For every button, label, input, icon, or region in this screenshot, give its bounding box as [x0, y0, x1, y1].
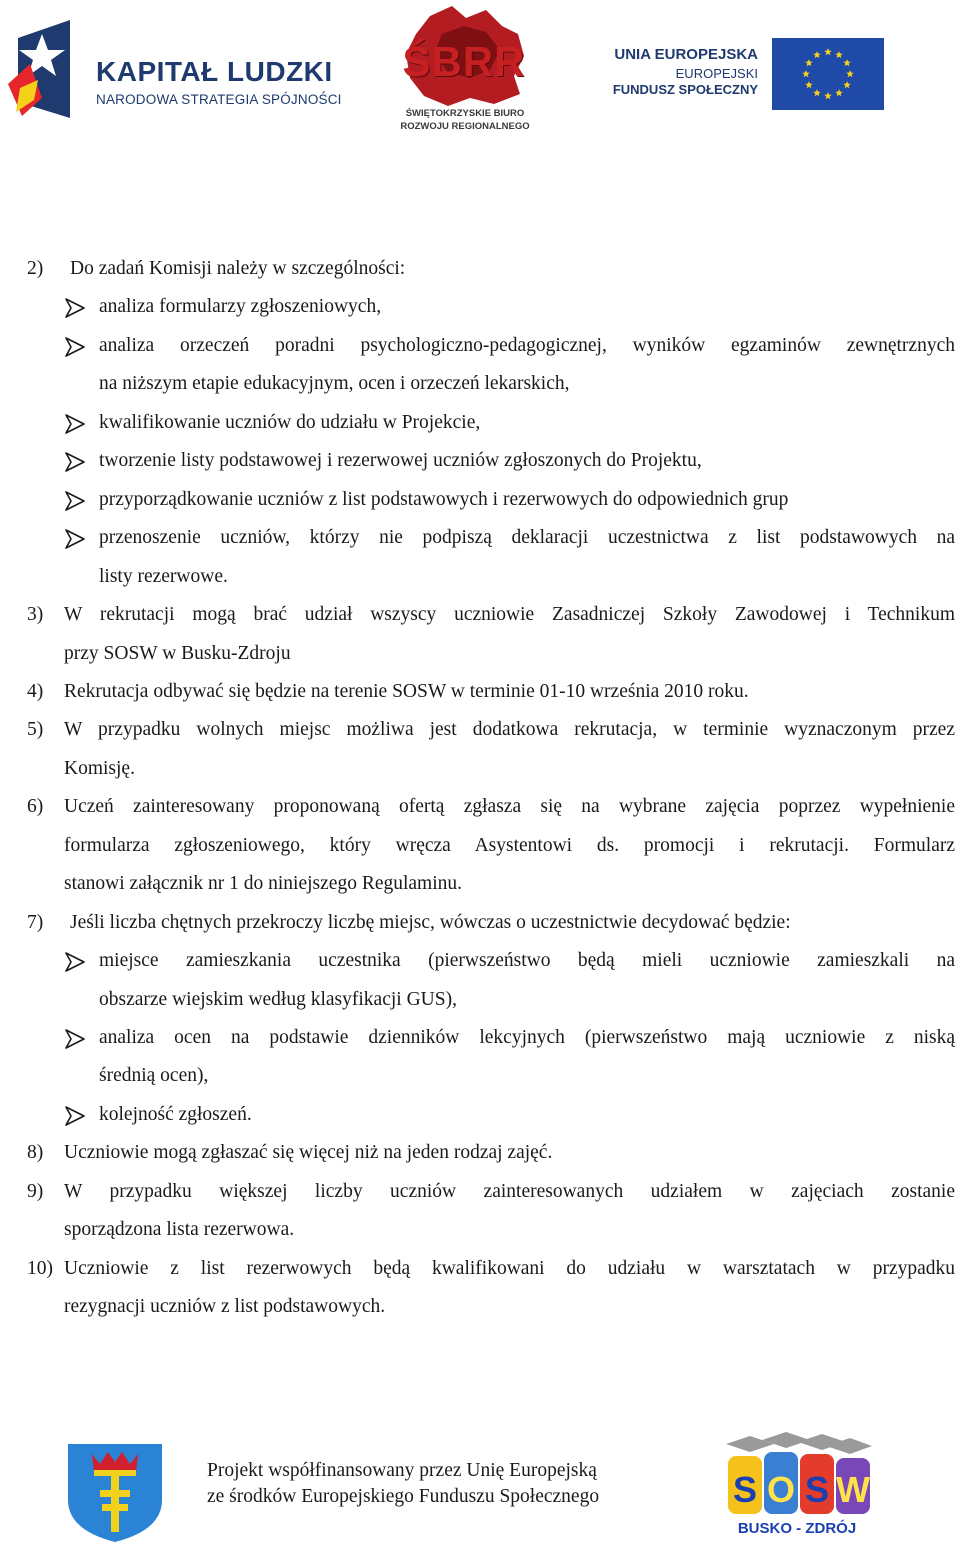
- kapital-ludzki-subtitle: NARODOWA STRATEGIA SPÓJNOŚCI: [96, 92, 342, 107]
- footer-text: [207, 1458, 599, 1510]
- sosw-letter-s1: S: [732, 1469, 758, 1510]
- item-text-line: W przypadku wolnych miejsc możliwa jest dodatkowa rekrutacja, w terminie wyznaczonym przez: [64, 719, 955, 741]
- item-number: 5): [27, 719, 44, 741]
- eu-fund-line2: FUNDUSZ SPOŁECZNY: [612, 82, 758, 97]
- arrow-bullet-icon: [64, 336, 86, 358]
- sbrr-name: ŚBRR: [402, 38, 526, 85]
- sosw-letter-o: O: [766, 1469, 796, 1510]
- item-text-line: stanowi załącznik nr 1 do niniejszego Regulaminu.: [64, 873, 463, 895]
- bullet-text-line: na niższym etapie edukacyjnym, ocen i orzeczeń lekarskich,: [99, 373, 570, 395]
- sosw-graduates-icon: [722, 1430, 874, 1522]
- item-number: 8): [27, 1142, 44, 1164]
- coat-of-arms-icon: [66, 1438, 164, 1543]
- arrow-bullet-icon: [64, 951, 86, 973]
- bullet-text-line: analiza orzeczeń poradni psychologiczno-pedagogicznej, wyników egzaminów zewnętrznych: [99, 334, 955, 356]
- bullet-text-line: miejsce zamieszkania uczestnika (pierwszeństwo będą mieli uczniowie zamieszkali na: [99, 950, 955, 972]
- bullet-text-line: kwalifikowanie uczniów do udziału w Projekcie,: [99, 411, 481, 433]
- eu-fund-line1: EUROPEJSKI: [675, 66, 758, 81]
- kapital-ludzki-title: KAPITAŁ LUDZKI: [96, 56, 333, 87]
- item-number: 10): [27, 1257, 53, 1279]
- eu-flag-icon: [772, 38, 884, 110]
- bullet-text-line: przyporządkowanie uczniów z list podstawowych i rezerwowych do odpowiednich grup: [99, 488, 789, 510]
- item-number: 7): [27, 911, 44, 933]
- item-text-line: W rekrutacji mogą brać udział wszyscy uczniowie Zasadniczej Szkoły Zawodowej i Technikum: [64, 604, 955, 626]
- bullet-text-line: przenoszenie uczniów, którzy nie podpiszą deklaracji uczestnictwa z list podstawowych na: [99, 527, 955, 549]
- item-text-line: Uczeń zainteresowany proponowaną ofertą zgłasza się na wybrane zajęcia poprzez wypełnienie: [64, 796, 955, 818]
- bullet-text-line: obszarze wiejskim według klasyfikacji GUS),: [99, 988, 457, 1010]
- item-text-line: rezygnacji uczniów z list podstawowych.: [64, 1296, 386, 1318]
- sosw-logo: [722, 1430, 874, 1542]
- sosw-place: BUSKO - ZDRÓJ: [737, 1520, 857, 1537]
- arrow-bullet-icon: [64, 1105, 86, 1127]
- eu-name: UNIA EUROPEJSKA: [614, 46, 758, 63]
- footer-line1: Projekt współfinansowany przez Unię Europejską: [207, 1460, 597, 1481]
- item-text-line: Rekrutacja odbywać się będzie na terenie SOSW w terminie 01-10 września 2010 roku.: [64, 680, 749, 702]
- item-text-line: W przypadku większej liczby uczniów zainteresowanych udziałem w zajęciach zostanie: [64, 1180, 955, 1202]
- item-text-line: sporządzona lista rezerwowa.: [64, 1219, 295, 1241]
- item-number: 4): [27, 680, 44, 702]
- item-text-line: formularza zgłoszeniowego, który wręcza Asystentowi ds. promocji i rekrutacji. Formularz: [64, 834, 955, 856]
- bullet-text-line: kolejność zgłoszeń.: [99, 1103, 252, 1125]
- item-text-line: Jeśli liczba chętnych przekroczy liczbę miejsc, wówczas o uczestnictwie decydować będzie:: [70, 911, 791, 933]
- bullet-text-line: listy rezerwowe.: [99, 565, 228, 587]
- sbrr-subtitle-line1: ŚWIĘTOKRZYSKIE BIURO: [405, 108, 525, 119]
- sosw-letter-w: W: [836, 1469, 870, 1510]
- arrow-bullet-icon: [64, 490, 86, 512]
- item-number: 3): [27, 604, 44, 626]
- item-number: 2): [27, 258, 44, 279]
- sosw-letter-s2: S: [804, 1469, 830, 1510]
- arrow-bullet-icon: [64, 413, 86, 435]
- footer-line2: ze środków Europejskiego Funduszu Społecznego: [207, 1486, 600, 1507]
- sbrr-subtitle-line2: ROZWOJU REGIONALNEGO: [400, 121, 530, 132]
- bullet-text-line: analiza ocen na podstawie dzienników lekcyjnych (pierwszeństwo mają uczniowie z niską: [99, 1027, 955, 1048]
- bullet-text-line: analiza formularzy zgłoszeniowych,: [99, 296, 382, 318]
- item-number: 9): [27, 1180, 44, 1202]
- item-text-line: przy SOSW w Busku-Zdroju: [64, 642, 291, 664]
- arrow-bullet-icon: [64, 528, 86, 550]
- bullet-text-line: tworzenie listy podstawowej i rezerwowej uczniów zgłoszonych do Projektu,: [99, 450, 702, 472]
- eu-fund-logo: [596, 38, 886, 110]
- arrow-bullet-icon: [64, 1028, 86, 1050]
- busko-coat-of-arms: [66, 1438, 164, 1543]
- sbrr-logo: [390, 4, 540, 132]
- arrow-bullet-icon: [64, 451, 86, 473]
- item-text-line: Komisję.: [64, 757, 135, 779]
- item-text-line: Uczniowie mogą zgłaszać się więcej niż na jeden rodzaj zajęć.: [64, 1142, 553, 1164]
- kapital-ludzki-emblem-icon: [8, 20, 88, 125]
- bullet-text-line: średnią ocen),: [99, 1065, 209, 1087]
- kapital-ludzki-logo: [8, 20, 342, 125]
- arrow-bullet-icon: [64, 297, 86, 319]
- item-text-line: Do zadań Komisji należy w szczególności:: [70, 258, 406, 279]
- item-text-line: Uczniowie z list rezerwowych będą kwalifikowani do udziału w warsztatach w przypadku: [64, 1257, 955, 1279]
- item-number: 6): [27, 796, 44, 818]
